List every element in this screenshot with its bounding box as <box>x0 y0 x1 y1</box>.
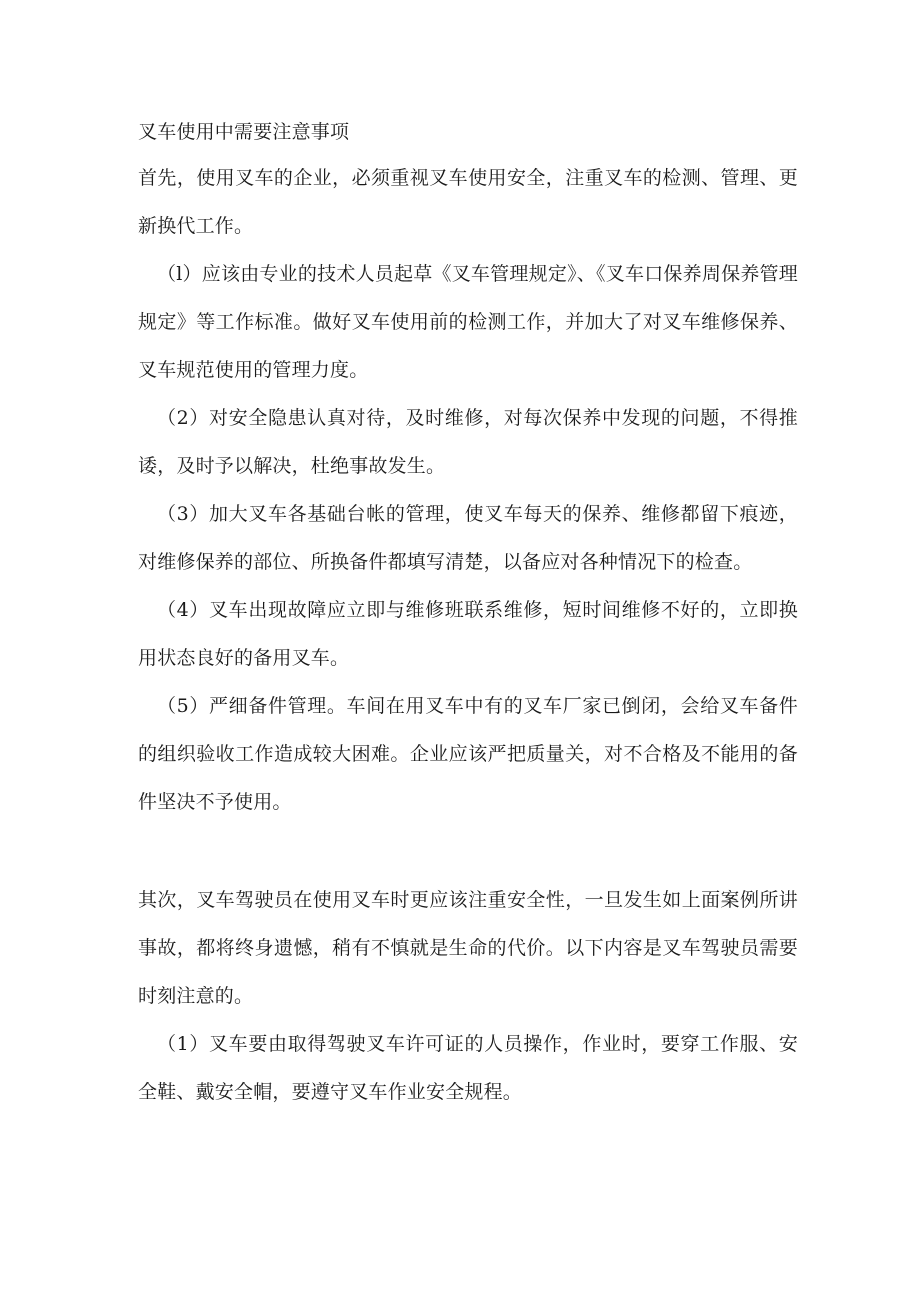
section1-item-3: （3）加大叉车各基础台帐的管理，使叉车每天的保养、维修都留下痕迹，对维修保养的部位、所换备件都填写清楚，以备应对各种情况下的检查。 <box>138 503 798 573</box>
document-title: 叉车使用中需要注意事项 <box>138 121 350 143</box>
section2-intro: 其次，叉车驾驶员在使用叉车时更应该注重安全性，一旦发生如上面案例所讲事故，都将终身遗憾，稍有不慎就是生命的代价。以下内容是叉车驾驶员需要时刻注意的。 <box>138 889 798 1007</box>
document-body <box>138 118 798 1116</box>
section1-item-5: （5）严细备件管理。车间在用叉车中有的叉车厂家已倒闭，会给叉车备件的组织验收工作造成较大困难。企业应该严把质量关，对不合格及不能用的备件坚决不予使用。 <box>138 695 798 813</box>
section-spacer <box>138 826 798 876</box>
section1-intro: 首先，使用叉车的企业，必须重视叉车使用安全，注重叉车的检测、管理、更新换代工作。 <box>138 167 798 237</box>
section1-item-4: （4）叉车出现故障应立即与维修班联系维修，短时间维修不好的，立即换用状态良好的备用叉车。 <box>138 599 798 669</box>
section2-item-1: （1）叉车要由取得驾驶叉车许可证的人员操作，作业时，要穿工作服、安全鞋、戴安全帽，要遵守叉车作业安全规程。 <box>138 1033 798 1103</box>
section1-item-1: （l）应该由专业的技术人员起草《叉车管理规定》、《叉车口保养周保养管理规定》等工作标准。做好叉车使用前的检测工作，并加大了对叉车维修保养、叉车规范使用的管理力度。 <box>138 263 798 381</box>
section1-item-2: （2）对安全隐患认真对待，及时维修，对每次保养中发现的问题，不得推诿，及时予以解决，杜绝事故发生。 <box>138 407 798 477</box>
